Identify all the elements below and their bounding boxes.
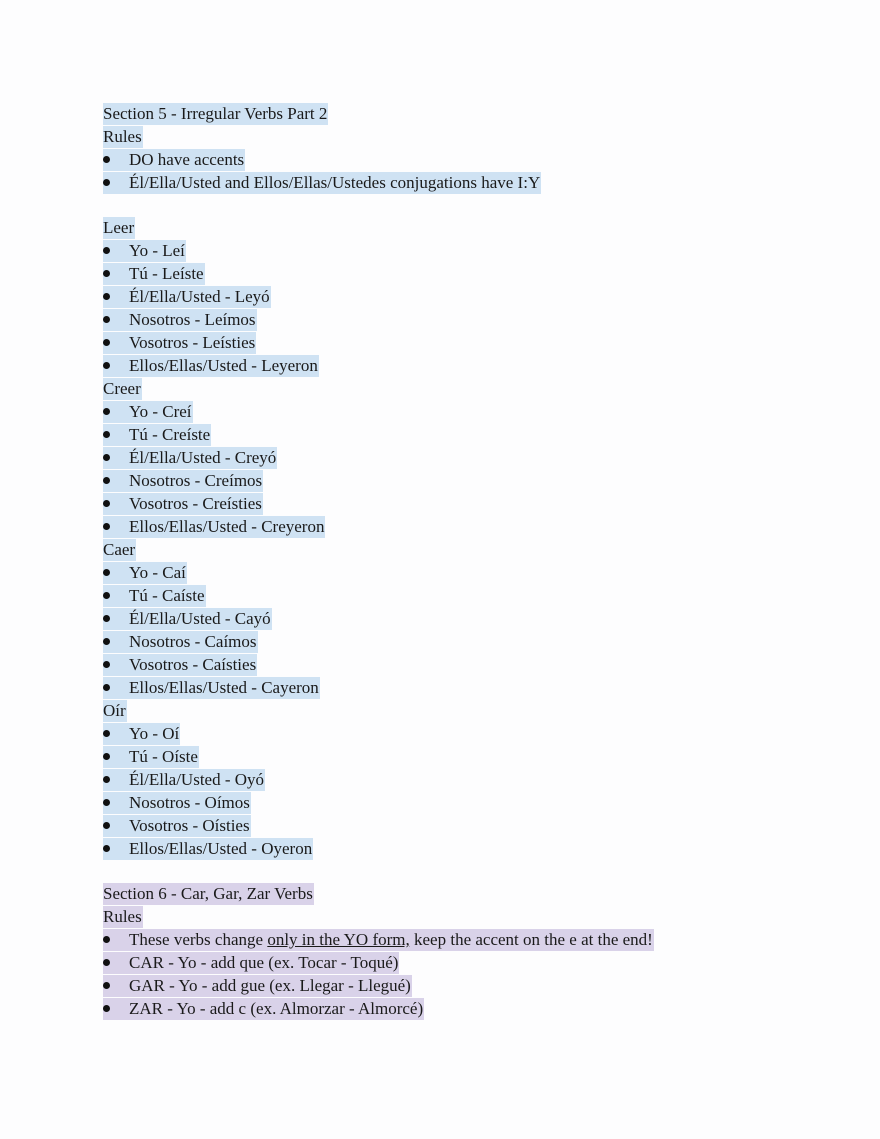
verb-heading-oir: Oír	[103, 701, 126, 720]
conjugation-text: Vosotros - Creísties	[129, 494, 262, 513]
section-6-rule-item	[103, 974, 803, 997]
conjugation-item	[103, 469, 803, 492]
conjugation-text: Tú - Caíste	[129, 586, 205, 605]
conjugation-item	[103, 239, 803, 262]
conjugation-text: Yo - Caí	[129, 563, 186, 582]
conjugation-item	[103, 423, 803, 446]
bullet-icon-text	[103, 723, 180, 745]
bullet-icon-text	[103, 998, 424, 1020]
bullet-icon-text	[103, 677, 320, 699]
section-5-rules-heading-line	[103, 125, 803, 148]
conjugation-item	[103, 653, 803, 676]
bullet-icon-text	[103, 149, 245, 171]
bullet-icon-text	[103, 929, 654, 951]
conjugation-item	[103, 561, 803, 584]
blank-line	[103, 194, 803, 216]
conjugation-text: Yo - Creí	[129, 402, 192, 421]
rule-text: Él/Ella/Usted and Ellos/Ellas/Ustedes conjugations have I:Y	[129, 173, 541, 192]
conjugation-text: Él/Ella/Usted - Creyó	[129, 448, 277, 467]
bullet-icon-text	[103, 952, 399, 974]
rule-text: ZAR - Yo - add c (ex. Almorzar - Almorcé)	[129, 999, 424, 1018]
conjugation-item	[103, 791, 803, 814]
conjugation-item	[103, 676, 803, 699]
verb-heading-line	[103, 377, 803, 400]
bullet-icon-text	[103, 631, 258, 653]
section-5-title-line	[103, 102, 803, 125]
rule-text: CAR - Yo - add que (ex. Tocar - Toqué)	[129, 953, 399, 972]
section-5-title: Section 5 - Irregular Verbs Part 2	[103, 104, 328, 123]
conjugation-item	[103, 745, 803, 768]
conjugation-item	[103, 285, 803, 308]
conjugation-item	[103, 814, 803, 837]
section-5-rule-item	[103, 171, 803, 194]
rule-text-before: These verbs change	[129, 930, 268, 949]
rule-text-underlined: only in the YO form,	[267, 930, 410, 949]
document-page	[103, 102, 803, 1020]
section-5-rule-item	[103, 148, 803, 171]
conjugation-text: Tú - Creíste	[129, 425, 211, 444]
verb-heading-line	[103, 699, 803, 722]
conjugation-item	[103, 630, 803, 653]
conjugation-text: Tú - Oíste	[129, 747, 198, 766]
conjugation-item	[103, 354, 803, 377]
bullet-icon-text	[103, 470, 263, 492]
section-5-rules-heading: Rules	[103, 127, 142, 146]
conjugation-text: Él/Ella/Usted - Cayó	[129, 609, 271, 628]
verb-heading-leer: Leer	[103, 218, 135, 237]
bullet-icon-text	[103, 585, 206, 607]
conjugation-item	[103, 768, 803, 791]
conjugation-text: Yo - Oí	[129, 724, 180, 743]
conjugation-text: Ellos/Ellas/Usted - Creyeron	[129, 517, 325, 536]
conjugation-text: Nosotros - Caímos	[129, 632, 257, 651]
bullet-icon-text	[103, 746, 199, 768]
bullet-icon-text	[103, 263, 205, 285]
conjugation-text: Vosotros - Oísties	[129, 816, 250, 835]
bullet-icon-text	[103, 240, 186, 262]
bullet-icon-text	[103, 608, 272, 630]
bullet-icon-text	[103, 447, 277, 469]
conjugation-item	[103, 308, 803, 331]
rule-text-after: keep the accent on the e at the end!	[409, 930, 653, 949]
conjugation-text: Él/Ella/Usted - Leyó	[129, 287, 270, 306]
conjugation-text: Nosotros - Oímos	[129, 793, 250, 812]
bullet-icon-text	[103, 562, 187, 584]
conjugation-text: Tú - Leíste	[129, 264, 204, 283]
bullet-icon-text	[103, 975, 412, 997]
conjugation-item	[103, 331, 803, 354]
bullet-icon-text	[103, 172, 541, 194]
conjugation-item	[103, 722, 803, 745]
rule-text: DO have accents	[129, 150, 245, 169]
section-6-title: Section 6 - Car, Gar, Zar Verbs	[103, 884, 313, 903]
conjugation-item	[103, 607, 803, 630]
section-6-rules-heading-line	[103, 905, 803, 928]
rule-text: GAR - Yo - add gue (ex. Llegar - Llegué)	[129, 976, 411, 995]
section-6-rules-heading: Rules	[103, 907, 142, 926]
bullet-icon-text	[103, 424, 211, 446]
section-6-rule-item	[103, 951, 803, 974]
verb-heading-creer: Creer	[103, 379, 141, 398]
bullet-icon-text	[103, 516, 325, 538]
conjugation-text: Nosotros - Creímos	[129, 471, 263, 490]
bullet-icon-text	[103, 286, 271, 308]
conjugation-text: Ellos/Ellas/Usted - Leyeron	[129, 356, 318, 375]
bullet-icon-text	[103, 355, 319, 377]
conjugation-item	[103, 400, 803, 423]
bullet-icon-text	[103, 401, 193, 423]
verb-heading-line	[103, 538, 803, 561]
conjugation-text: Ellos/Ellas/Usted - Oyeron	[129, 839, 313, 858]
bullet-icon-text	[103, 838, 313, 860]
conjugation-item	[103, 492, 803, 515]
conjugation-text: Vosotros - Leísties	[129, 333, 256, 352]
conjugation-text: Ellos/Ellas/Usted - Cayeron	[129, 678, 319, 697]
bullet-icon-text	[103, 654, 257, 676]
conjugation-item	[103, 515, 803, 538]
bullet-icon-text	[103, 769, 265, 791]
conjugation-item	[103, 446, 803, 469]
bullet-icon-text	[103, 332, 256, 354]
conjugation-item	[103, 584, 803, 607]
conjugation-item	[103, 262, 803, 285]
conjugation-text: Yo - Leí	[129, 241, 185, 260]
conjugation-text: Nosotros - Leímos	[129, 310, 256, 329]
verb-heading-caer: Caer	[103, 540, 136, 559]
conjugation-item	[103, 837, 803, 860]
conjugation-text: Vosotros - Caísties	[129, 655, 257, 674]
blank-line	[103, 860, 803, 882]
section-6-title-line	[103, 882, 803, 905]
bullet-icon-text	[103, 792, 251, 814]
bullet-icon-text	[103, 815, 251, 837]
conjugation-text: Él/Ella/Usted - Oyó	[129, 770, 265, 789]
bullet-icon-text	[103, 309, 257, 331]
bullet-icon-text	[103, 493, 263, 515]
section-6-rule-item	[103, 997, 803, 1020]
verb-heading-line	[103, 216, 803, 239]
section-6-rule-item	[103, 928, 803, 951]
